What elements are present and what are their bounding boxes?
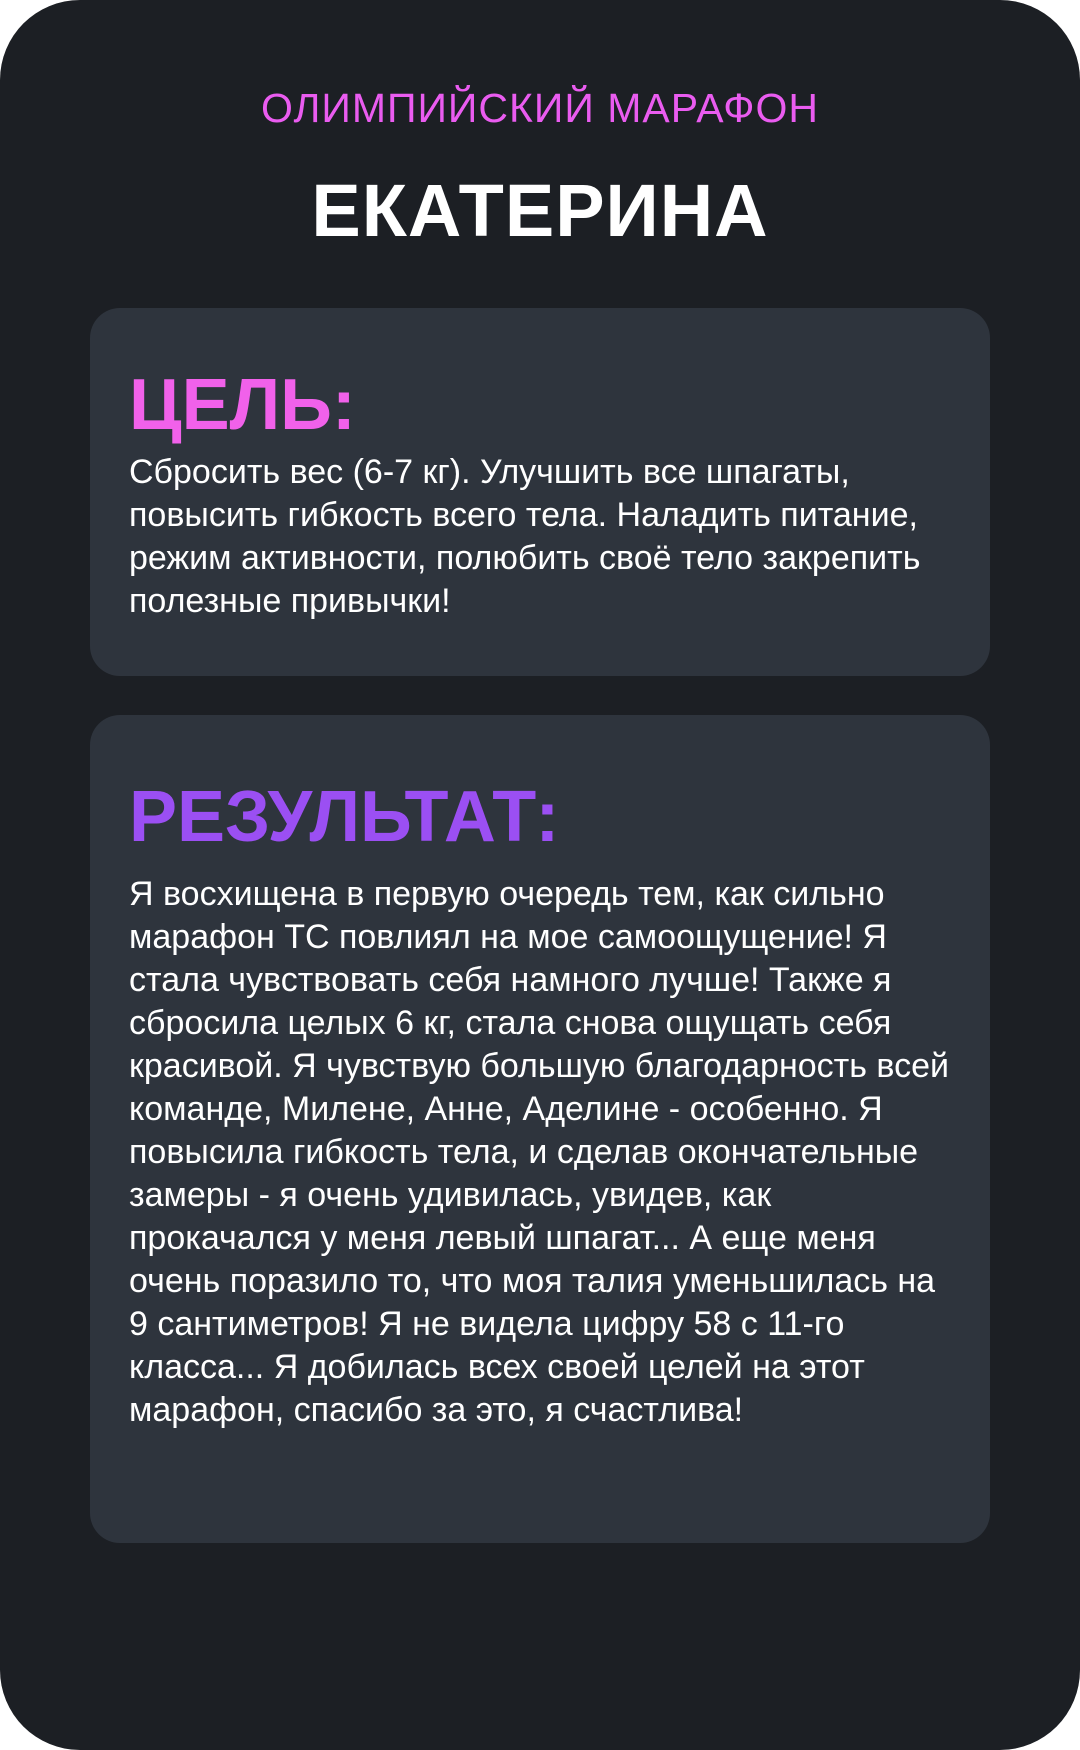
goal-panel xyxy=(90,308,990,676)
result-text: Я восхищена в первую очередь тем, как сильно марафон ТС повлиял на мое самоощущение! Я стала чувствовать себя намного лучше! Также я сбросила целых 6 кг, стала снова ощущать себя красивой. Я чувствую большую благодарность всей команде, Милене, Анне, Аделине - особенно. Я повысила гибкость тела, и сделав окончательные замеры - я очень удивилась, увидев, как прокачался у меня левый шпагат... А еще меня очень поразило то, что моя талия уменьшилась на 9 сантиметров! Я не видела цифру 58 с 11-го класса... Я добилась всех своей целей на этот марафон, спасибо за это, я счастлива! xyxy=(129,875,949,1429)
participant-name: ЕКАТЕРИНА xyxy=(311,169,769,252)
goal-heading: ЦЕЛЬ: xyxy=(129,365,356,445)
program-title: ОЛИМПИЙСКИЙ МАРАФОН xyxy=(261,85,819,131)
result-heading: РЕЗУЛЬТАТ: xyxy=(129,777,560,857)
result-panel xyxy=(90,715,990,1543)
goal-text: Сбросить вес (6-7 кг). Улучшить все шпагаты, повысить гибкость всего тела. Наладить питание, режим активности, полюбить своё тело закрепить полезные привычки! xyxy=(129,453,921,620)
